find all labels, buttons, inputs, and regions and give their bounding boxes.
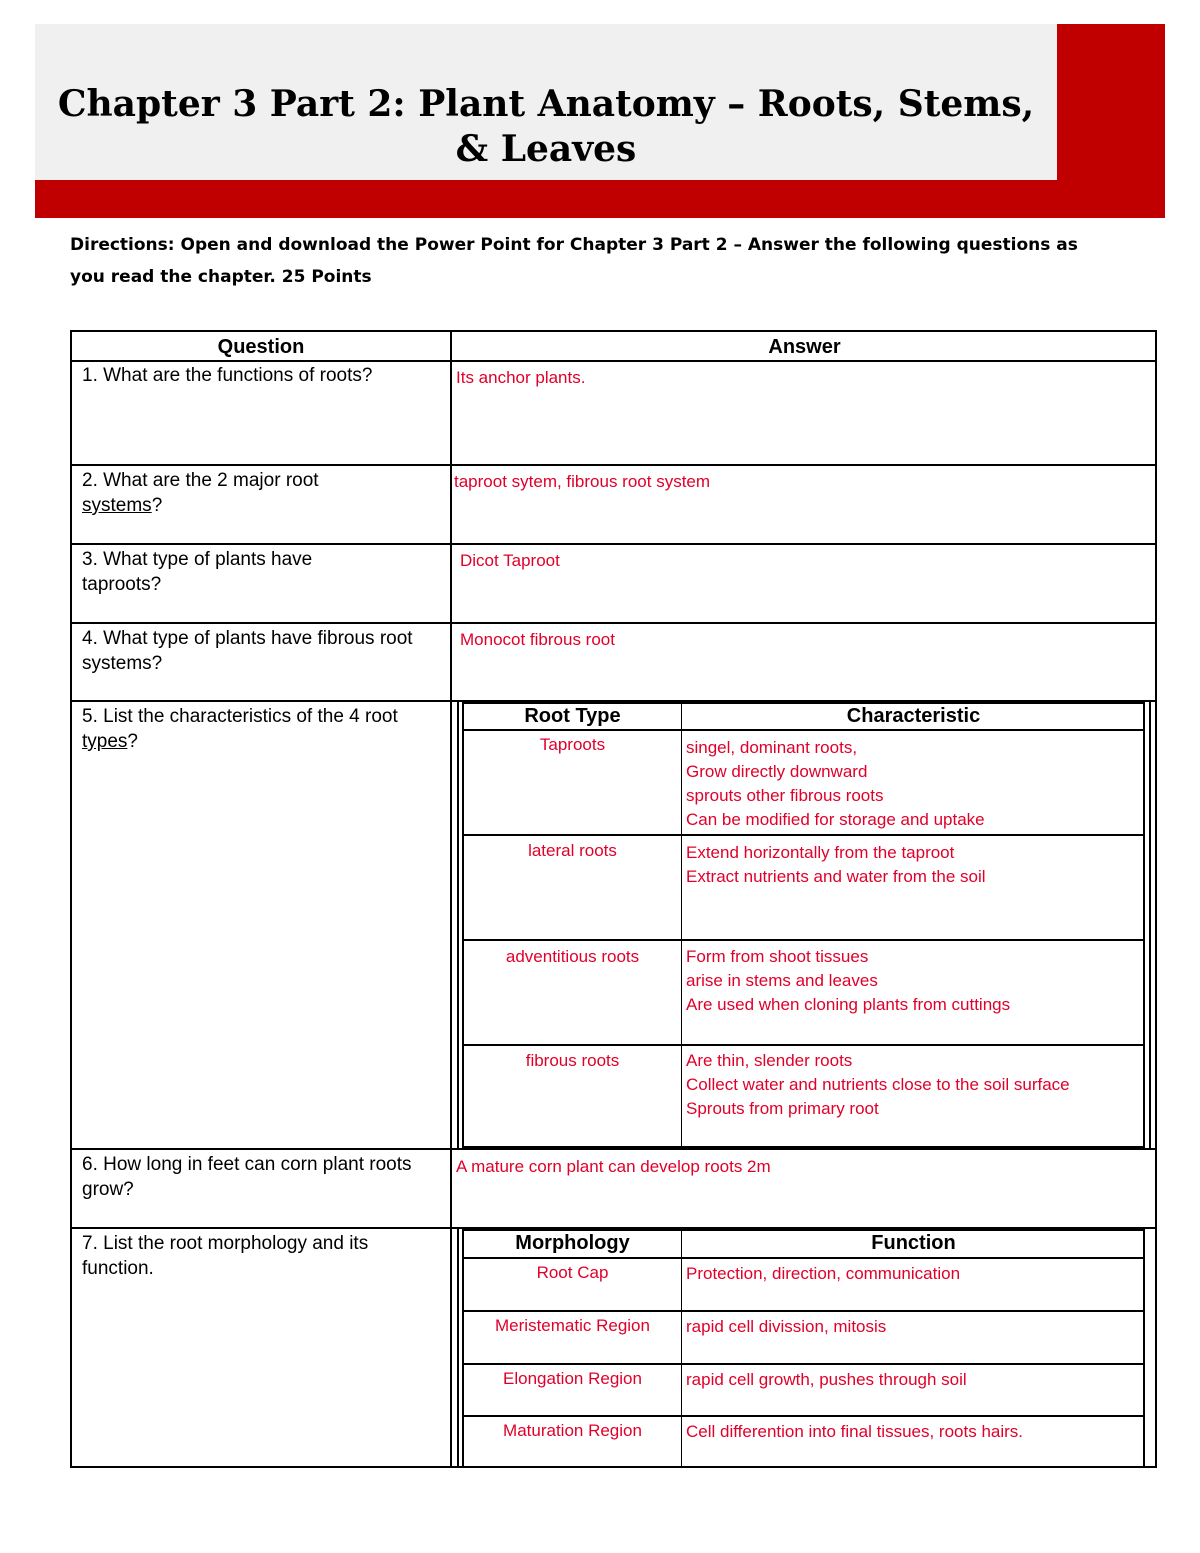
directions bbox=[70, 229, 1150, 293]
morphology-row-divider bbox=[464, 1415, 1143, 1417]
morphology-row-divider bbox=[464, 1310, 1143, 1312]
function-cell: rapid cell growth, pushes through soil bbox=[686, 1370, 967, 1389]
root-types-row-divider bbox=[464, 834, 1143, 836]
column-header-answer: Answer bbox=[768, 336, 841, 358]
root-type-cell: adventitious roots bbox=[505, 947, 640, 966]
page-title-line2: & Leaves bbox=[455, 128, 637, 170]
root-types-table bbox=[462, 702, 1145, 1148]
function-header: Function bbox=[871, 1232, 956, 1254]
function-cell: Protection, direction, communication bbox=[686, 1264, 961, 1283]
characteristic-line: Extract nutrients and water from the soil bbox=[686, 867, 986, 886]
characteristic-line: Are thin, slender roots bbox=[686, 1051, 853, 1070]
question-4: 4. What type of plants have fibrous root systems? bbox=[82, 628, 413, 674]
question-2-text: 2. What are the 2 major root bbox=[82, 470, 319, 491]
root-type-cell: Taproots bbox=[539, 735, 606, 754]
function-cell: Cell differention into final tissues, roots hairs. bbox=[686, 1422, 1024, 1441]
morphology-cell: Root Cap bbox=[536, 1263, 609, 1282]
directions-line1: Directions: Open and download the Power Point for Chapter 3 Part 2 – Answer the following questions as bbox=[70, 235, 1078, 255]
question-2 bbox=[82, 468, 442, 518]
column-header-question: Question bbox=[217, 336, 305, 358]
column-divider bbox=[450, 332, 452, 1466]
row-divider bbox=[72, 1148, 1155, 1150]
answer-1: Its anchor plants. bbox=[456, 368, 586, 387]
morphology-cell: Maturation Region bbox=[503, 1421, 642, 1440]
characteristic-line: Sprouts from primary root bbox=[686, 1099, 879, 1118]
characteristic-line: sprouts other fibrous roots bbox=[686, 786, 884, 805]
function-cell: rapid cell divission, mitosis bbox=[686, 1317, 887, 1336]
morphology-row-divider bbox=[464, 1257, 1143, 1259]
morphology-cell: Elongation Region bbox=[503, 1369, 642, 1388]
question-5-underlined: types bbox=[82, 731, 128, 752]
question-7: 7. List the root morphology and its function. bbox=[82, 1233, 369, 1279]
morphology-header: Morphology bbox=[515, 1232, 630, 1254]
nested-table-border bbox=[457, 1229, 459, 1468]
answer-4: Monocot fibrous root bbox=[460, 630, 615, 649]
root-type-cell: lateral roots bbox=[528, 841, 617, 860]
root-type-cell: fibrous roots bbox=[525, 1051, 620, 1070]
question-2-underlined: systems bbox=[82, 495, 152, 516]
answer-6: A mature corn plant can develop roots 2m bbox=[456, 1157, 771, 1176]
characteristic-line: Collect water and nutrients close to the soil surface bbox=[686, 1075, 1070, 1094]
page-title-line1: Chapter 3 Part 2: Plant Anatomy – Roots, Stems, bbox=[57, 83, 1035, 125]
directions-line2: you read the chapter. 25 Points bbox=[70, 267, 372, 287]
root-type-header: Root Type bbox=[524, 705, 621, 727]
morphology-table bbox=[462, 1229, 1145, 1468]
question-1: 1. What are the functions of roots? bbox=[82, 365, 373, 386]
characteristic-cell bbox=[686, 945, 1151, 1017]
row-divider bbox=[72, 360, 1155, 362]
characteristic-line: Extend horizontally from the taproot bbox=[686, 843, 955, 862]
question-5 bbox=[82, 704, 427, 754]
question-5-text: 5. List the characteristics of the 4 root bbox=[82, 706, 398, 727]
characteristic-cell bbox=[686, 736, 1151, 832]
morphology-divider bbox=[681, 1231, 682, 1466]
root-types-row-divider bbox=[464, 1044, 1143, 1046]
nested-table-border bbox=[457, 702, 459, 1148]
row-divider bbox=[72, 464, 1155, 466]
root-types-row-divider bbox=[464, 939, 1143, 941]
root-types-row-divider bbox=[464, 729, 1143, 731]
answer-2: taproot sytem, fibrous root system bbox=[454, 472, 711, 491]
characteristic-line: Form from shoot tissues bbox=[686, 947, 869, 966]
page-title bbox=[35, 82, 1057, 172]
root-types-divider bbox=[681, 704, 682, 1146]
characteristic-line: singel, dominant roots, bbox=[686, 738, 858, 757]
characteristic-header: Characteristic bbox=[846, 705, 981, 727]
characteristic-line: arise in stems and leaves bbox=[686, 971, 878, 990]
question-6: 6. How long in feet can corn plant roots grow? bbox=[82, 1154, 412, 1200]
characteristic-cell bbox=[686, 1049, 1151, 1121]
answer-3: Dicot Taproot bbox=[460, 551, 560, 570]
characteristic-cell bbox=[686, 841, 1151, 889]
morphology-row-divider bbox=[464, 1363, 1143, 1365]
question-3: 3. What type of plants have taproots? bbox=[82, 549, 313, 595]
morphology-cell: Meristematic Region bbox=[495, 1316, 650, 1335]
characteristic-line: Grow directly downward bbox=[686, 762, 868, 781]
question-5-suffix: ? bbox=[127, 731, 138, 752]
characteristic-line: Are used when cloning plants from cuttings bbox=[686, 995, 1011, 1014]
row-divider bbox=[72, 543, 1155, 545]
worksheet-table bbox=[70, 330, 1157, 1468]
row-divider bbox=[72, 622, 1155, 624]
question-2-suffix: ? bbox=[151, 495, 163, 516]
characteristic-line: Can be modified for storage and uptake bbox=[686, 810, 985, 829]
